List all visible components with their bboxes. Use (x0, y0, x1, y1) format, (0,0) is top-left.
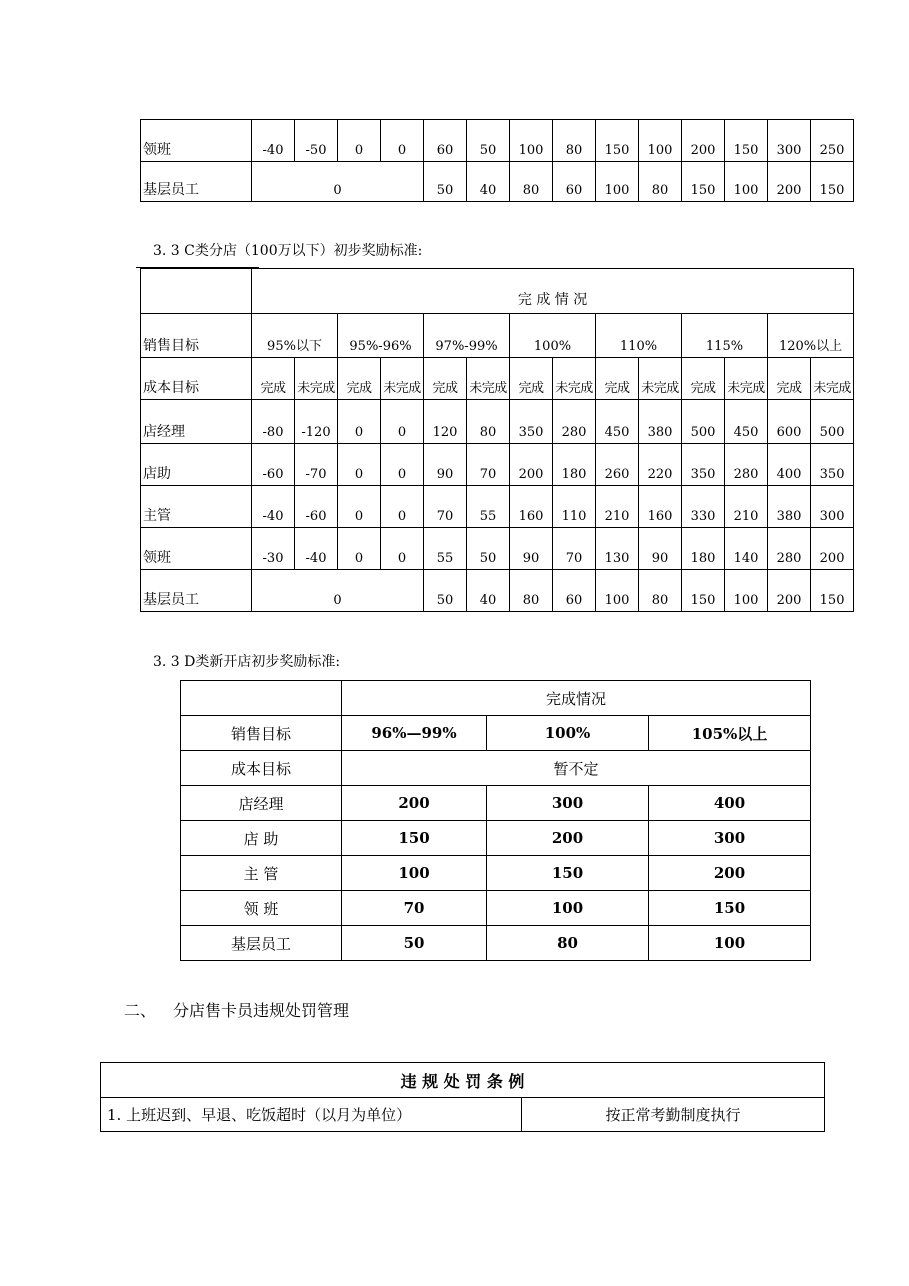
rules-table (100, 1062, 825, 1132)
table-b-cell: 100 (510, 120, 553, 162)
table-c-cell: 110 (553, 486, 596, 528)
table-c-cost-col: 完成 (338, 358, 381, 400)
table-b-cell: 100 (596, 162, 639, 202)
table-c-cell: 90 (510, 528, 553, 570)
table-d-cell: 150 (649, 891, 811, 926)
table-b-row-label: 领班 (141, 120, 252, 162)
table-c-cell: 100 (725, 570, 768, 612)
table-d-cell: 150 (342, 821, 487, 856)
table-d-cell: 100 (487, 891, 649, 926)
table-c-cell: 300 (811, 486, 854, 528)
section-two-title: 分店售卡员违规处罚管理 (173, 1001, 350, 1020)
table-c-cell: 120 (424, 400, 467, 444)
table-c-cell: 280 (725, 444, 768, 486)
table-b-continued (140, 119, 854, 202)
table-c-row-label: 店助 (141, 444, 252, 486)
table-c-cell: 80 (467, 400, 510, 444)
table-c-cost-col: 未完成 (381, 358, 424, 400)
table-b-cell: 80 (639, 162, 682, 202)
table-b-cell: 150 (682, 162, 725, 202)
table-c-cell: 80 (639, 570, 682, 612)
table-b-cell: 80 (510, 162, 553, 202)
table-d-row-label: 领 班 (181, 891, 342, 926)
table-c-row (141, 570, 854, 612)
table-c-cell: 55 (467, 486, 510, 528)
table-c-cell: -60 (295, 486, 338, 528)
table-b-cell: -50 (295, 120, 338, 162)
table-c-cost-col: 完成 (682, 358, 725, 400)
table-b-cell: 300 (768, 120, 811, 162)
section-two-number: 二、 (124, 1001, 157, 1020)
table-c-cell: 380 (768, 486, 811, 528)
table-c-cell: 40 (467, 570, 510, 612)
table-d-sales-level: 100% (487, 716, 649, 751)
table-c-sales-level: 95%以下 (252, 314, 338, 358)
table-c-cell: 220 (639, 444, 682, 486)
table-b-cell: 0 (381, 120, 424, 162)
table-c-cell: 200 (811, 528, 854, 570)
table-c-cell: 450 (725, 400, 768, 444)
table-b-row-label: 基层员工 (141, 162, 252, 202)
table-c-cell: 0 (381, 400, 424, 444)
table-d-cell: 200 (342, 786, 487, 821)
table-c-cell: 140 (725, 528, 768, 570)
table-d-cell: 100 (649, 926, 811, 961)
table-c-cost-col: 未完成 (639, 358, 682, 400)
table-c-cost-col: 完成 (424, 358, 467, 400)
table-d-sales-level: 105%以上 (649, 716, 811, 751)
table-b-cell: 100 (725, 162, 768, 202)
table-c-row (141, 400, 854, 444)
table-b-cell: 0 (338, 120, 381, 162)
table-d-cell: 150 (487, 856, 649, 891)
rules-action: 按正常考勤制度执行 (522, 1098, 825, 1132)
table-c-cell: 500 (811, 400, 854, 444)
table-b-cell: 150 (596, 120, 639, 162)
table-b-cell: 60 (424, 120, 467, 162)
table-c-cost-col: 未完成 (295, 358, 338, 400)
table-c-cell: 70 (467, 444, 510, 486)
table-c-cell: 150 (682, 570, 725, 612)
table-c-cell: 180 (682, 528, 725, 570)
table-c-cell: 150 (811, 570, 854, 612)
table-d-row (181, 821, 811, 856)
table-d-cell: 300 (649, 821, 811, 856)
table-c-completion-header: 完 成 情 况 (252, 269, 854, 314)
table-c-row (141, 528, 854, 570)
table-c-cell: 280 (768, 528, 811, 570)
table-c-cell: 350 (682, 444, 725, 486)
table-c-cell: 0 (381, 528, 424, 570)
table-c-cell: 0 (338, 400, 381, 444)
table-d-sales-label: 销售目标 (181, 716, 342, 751)
table-c-cell: -40 (252, 486, 295, 528)
table-c-sales-level: 95%-96% (338, 314, 424, 358)
table-d-sales-level: 96%—99% (342, 716, 487, 751)
table-c-cell: 180 (553, 444, 596, 486)
table-c-cell: 0 (381, 486, 424, 528)
table-c-sales-level: 110% (596, 314, 682, 358)
table-b-row (141, 120, 854, 162)
table-c-cost-col: 未完成 (553, 358, 596, 400)
table-b-merged-cell: 0 (252, 162, 424, 202)
table-c-merged-cell: 0 (252, 570, 424, 612)
table-b-cell: 150 (811, 162, 854, 202)
table-b-row (141, 162, 854, 202)
table-c-cost-col: 未完成 (811, 358, 854, 400)
table-d-cell: 80 (487, 926, 649, 961)
table-c-cell: 70 (424, 486, 467, 528)
table-d-cell: 50 (342, 926, 487, 961)
table-c-cell: 330 (682, 486, 725, 528)
table-c-corner (141, 269, 252, 314)
caption-d: 3. 3 D类新开店初步奖励标准: (153, 654, 341, 670)
table-c-row-label: 基层员工 (141, 570, 252, 612)
table-b-cell: 40 (467, 162, 510, 202)
table-b-cell: -40 (252, 120, 295, 162)
table-c-cell: 50 (424, 570, 467, 612)
table-d-row-label: 店经理 (181, 786, 342, 821)
rules-table-header: 违 规 处 罚 条 例 (101, 1063, 825, 1098)
table-d-row (181, 786, 811, 821)
table-c-cell: -70 (295, 444, 338, 486)
table-b-cell: 100 (639, 120, 682, 162)
table-c-cell: 280 (553, 400, 596, 444)
rules-row (101, 1098, 825, 1132)
table-c-cost-col: 完成 (252, 358, 295, 400)
table-c-cell: 260 (596, 444, 639, 486)
table-c-cell: 70 (553, 528, 596, 570)
table-c-cell: 210 (725, 486, 768, 528)
table-c-row (141, 486, 854, 528)
table-d-row-label: 基层员工 (181, 926, 342, 961)
table-b-cell: 50 (467, 120, 510, 162)
table-c-cell: 380 (639, 400, 682, 444)
table-c-row-label: 主管 (141, 486, 252, 528)
table-c-cell: 55 (424, 528, 467, 570)
table-c-cell: 350 (510, 400, 553, 444)
table-d-completion-header: 完成情况 (342, 681, 811, 716)
table-b-cell: 60 (553, 162, 596, 202)
table-b-cell: 200 (768, 162, 811, 202)
table-c-cost-col: 未完成 (467, 358, 510, 400)
table-c-cell: 0 (338, 528, 381, 570)
table-b-cell: 150 (725, 120, 768, 162)
table-b-cell: 80 (553, 120, 596, 162)
table-d-cost-label: 成本目标 (181, 751, 342, 786)
table-d-cell: 70 (342, 891, 487, 926)
table-c-sales-label: 销售目标 (141, 314, 252, 358)
table-c-cell: 90 (424, 444, 467, 486)
table-d-cell: 200 (487, 821, 649, 856)
table-c-cost-col: 完成 (768, 358, 811, 400)
table-c-sales-level: 100% (510, 314, 596, 358)
table-d-row (181, 891, 811, 926)
table-c-row (141, 444, 854, 486)
table-b-cell: 50 (424, 162, 467, 202)
table-d-row-label: 店 助 (181, 821, 342, 856)
table-d-row (181, 926, 811, 961)
table-c-cell: 200 (510, 444, 553, 486)
table-d-cell: 400 (649, 786, 811, 821)
table-d-cell: 300 (487, 786, 649, 821)
table-d-cell: 200 (649, 856, 811, 891)
table-c-cell: 160 (510, 486, 553, 528)
table-c-cell: 60 (553, 570, 596, 612)
rules-item: 1. 上班迟到、早退、吃饭超时（以月为单位） (101, 1098, 522, 1132)
table-c-cell: -60 (252, 444, 295, 486)
table-c-cell: 50 (467, 528, 510, 570)
table-c-sales-level: 97%-99% (424, 314, 510, 358)
table-d-row-label: 主 管 (181, 856, 342, 891)
table-b-cell: 250 (811, 120, 854, 162)
table-b-cell: 200 (682, 120, 725, 162)
table-c-cell: 210 (596, 486, 639, 528)
table-c-cell: 130 (596, 528, 639, 570)
table-d (180, 680, 811, 961)
table-c-sales-level: 115% (682, 314, 768, 358)
table-d-cost-value: 暂不定 (342, 751, 811, 786)
table-c-cost-label: 成本目标 (141, 358, 252, 400)
table-c-cell: 200 (768, 570, 811, 612)
table-c-cell: 100 (596, 570, 639, 612)
table-d-corner (181, 681, 342, 716)
table-c-cell: -120 (295, 400, 338, 444)
table-c-cell: -30 (252, 528, 295, 570)
table-c-cell: 80 (510, 570, 553, 612)
table-c-cell: 90 (639, 528, 682, 570)
table-c-cost-col: 完成 (510, 358, 553, 400)
table-d-row (181, 856, 811, 891)
table-c-cost-col: 完成 (596, 358, 639, 400)
table-c-cell: 450 (596, 400, 639, 444)
table-c-cell: 600 (768, 400, 811, 444)
table-c-sales-level: 120%以上 (768, 314, 854, 358)
table-c (140, 268, 854, 612)
table-c-cost-col: 未完成 (725, 358, 768, 400)
table-c-cell: 160 (639, 486, 682, 528)
table-c-cell: 0 (338, 444, 381, 486)
table-c-row-label: 领班 (141, 528, 252, 570)
table-d-cell: 100 (342, 856, 487, 891)
table-c-cell: 400 (768, 444, 811, 486)
table-c-cell: -80 (252, 400, 295, 444)
table-c-cell: -40 (295, 528, 338, 570)
table-c-cell: 350 (811, 444, 854, 486)
caption-c: 3. 3 C类分店（100万以下）初步奖励标准: (153, 243, 423, 259)
table-c-row-label: 店经理 (141, 400, 252, 444)
table-c-cell: 500 (682, 400, 725, 444)
table-c-cell: 0 (338, 486, 381, 528)
table-c-cell: 0 (381, 444, 424, 486)
